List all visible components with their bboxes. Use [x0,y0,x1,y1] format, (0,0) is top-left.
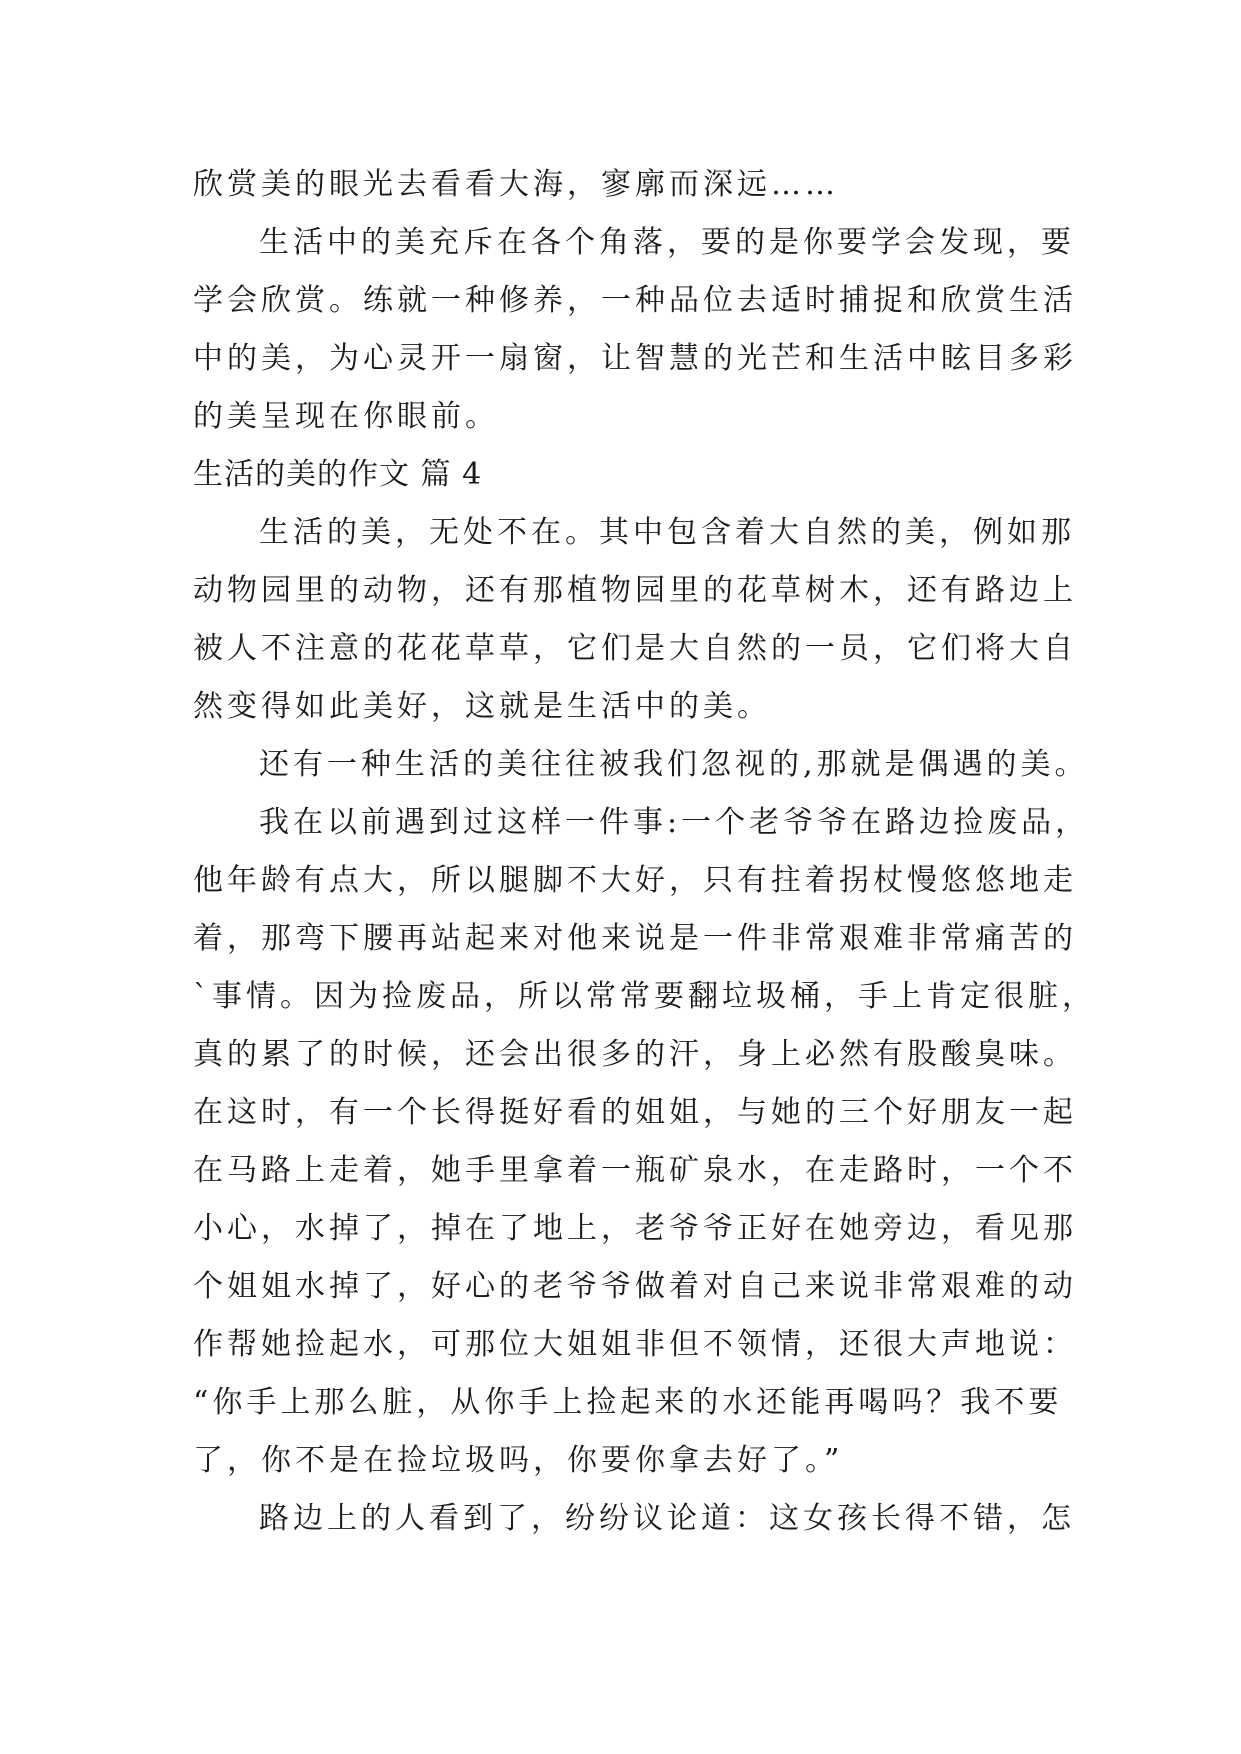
text-line: 学会欣赏。练就一种修养，一种品位去适时捕捉和欣赏生活 [193,283,1077,318]
text-line: 个姐姐水掉了，好心的老爷爷做着对自己来说非常艰难的动 [193,1269,1077,1304]
section-heading: 生活的美的作文 篇 4 [193,457,483,492]
paragraph-start-line: 路边上的人看到了，纷纷议论道：这女孩长得不错，怎 [259,1501,1075,1536]
text-line: 在马路上走着，她手里拿着一瓶矿泉水，在走路时，一个不 [193,1153,1077,1188]
text-line: 作帮她捡起水，可那位大姐姐非但不领情，还很大声地说： [193,1327,1077,1362]
text-line: `事情。因为捡废品，所以常常要翻垃圾桶，手上肯定很脏， [193,979,1096,1014]
text-line: 真的累了的时候，还会出很多的汗，身上必然有股酸臭味。 [193,1037,1077,1072]
paragraph-start-line: 生活的美，无处不在。其中包含着大自然的美，例如那 [259,515,1075,550]
text-line: 的美呈现在你眼前。 [193,399,499,434]
paragraph-start-line: 生活中的美充斥在各个角落，要的是你要学会发现，要 [259,225,1075,260]
paragraph-start-line: 我在以前遇到过这样一件事:一个老爷爷在路边捡废品， [259,805,1090,840]
text-line: 动物园里的动物，还有那植物园里的花草树木，还有路边上 [193,573,1077,608]
text-line: 着，那弯下腰再站起来对他来说是一件非常艰难非常痛苦的 [193,921,1077,956]
paragraph-start-line: 还有一种生活的美往往被我们忽视的,那就是偶遇的美。 [259,747,1089,782]
text-line: 了，你不是在捡垃圾吗，你要你拿去好了。” [193,1443,844,1478]
text-line: 他年龄有点大，所以腿脚不大好，只有拄着拐杖慢悠悠地走 [193,863,1077,898]
text-line: 然变得如此美好，这就是生活中的美。 [193,689,771,724]
text-line: 中的美，为心灵开一扇窗，让智慧的光芒和生活中眩目多彩 [193,341,1077,376]
text-line: 小心，水掉了，掉在了地上，老爷爷正好在她旁边，看见那 [193,1211,1077,1246]
text-line: 在这时，有一个长得挺好看的姐姐，与她的三个好朋友一起 [193,1095,1077,1130]
text-line: “你手上那么脏，从你手上捡起来的水还能再喝吗？我不要 [193,1385,1063,1420]
text-line: 欣赏美的眼光去看看大海，寥廓而深远…… [193,167,839,202]
document-body [193,156,1096,1548]
text-line: 被人不注意的花花草草，它们是大自然的一员，它们将大自 [193,631,1077,666]
